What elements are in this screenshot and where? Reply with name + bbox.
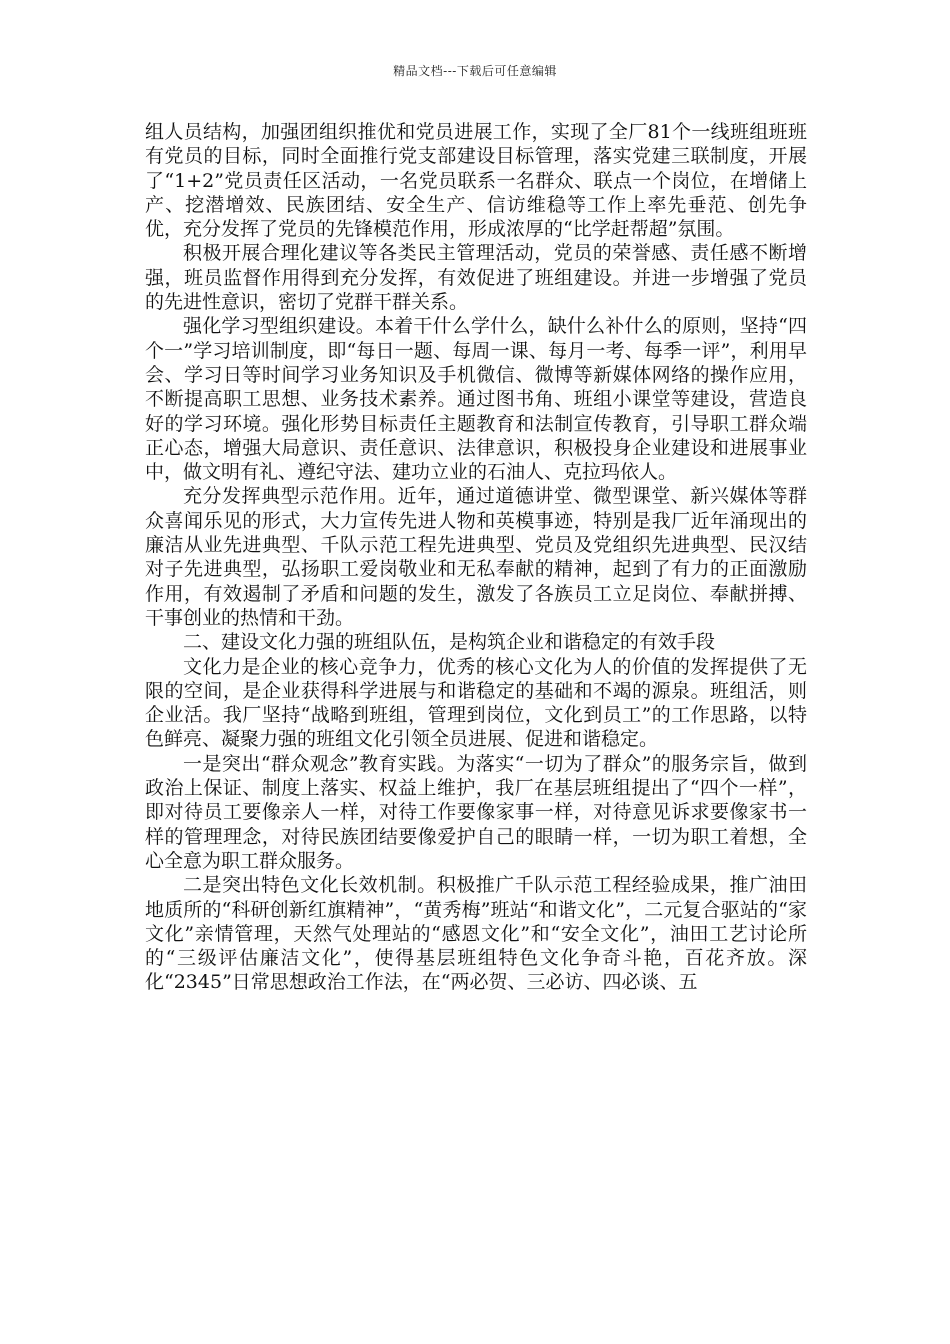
paragraph-7: 二是突出特色文化长效机制。积极推广千队示范工程经验成果，推广油田地质所的“科研创新红旗精神”，“黄秀梅”班站“和谐文化”，二元复合驱站的“家文化”亲情管理，天然气处理站的“感恩文化”和“安全文化”，油田工艺讨论所的“三级评估廉洁文化”，使得基层班组特色文化争奇斗艳，百花齐放。深化“2345”日常思想政治工作法，在“两必贺、三必访、四必谈、五 <box>145 874 807 994</box>
paragraph-3: 强化学习型组织建设。本着干什么学什么，缺什么补什么的原则，坚持“四个一”学习培训制度，即“每日一题、每周一课、每月一考、每季一评”，利用早会、学习日等时间学习业务知识及手机微信、微博等新媒体网络的操作应用，不断提高职工思想、业务技术素养。通过图书角、班组小课堂等建设，营造良好的学习环境。强化形势目标责任主题教育和法制宣传教育，引导职工群众端正心态，增强大局意识、责任意识、法律意识，积极投身企业建设和进展事业中，做文明有礼、遵纪守法、建功立业的石油人、克拉玛依人。 <box>145 315 807 484</box>
paragraph-4: 充分发挥典型示范作用。近年，通过道德讲堂、微型课堂、新兴媒体等群众喜闻乐见的形式，大力宣传先进人物和英模事迹，特别是我厂近年涌现出的廉洁从业先进典型、千队示范工程先进典型、党员及党组织先进典型、民汉结对子先进典型，弘扬职工爱岗敬业和无私奉献的精神，起到了有力的正面激励作用，有效遏制了矛盾和问题的发生，激发了各族员工立足岗位、奉献拼搏、干事创业的热情和干劲。 <box>145 485 807 629</box>
document-body <box>145 120 807 995</box>
paragraph-2: 积极开展合理化建议等各类民主管理活动，党员的荣誉感、责任感不断增强，班员监督作用得到充分发挥，有效促进了班组建设。并进一步增强了党员的先进性意识，密切了党群干群关系。 <box>145 242 807 314</box>
page-header: 精品文档---下载后可任意编辑 <box>393 64 557 78</box>
paragraph-5: 文化力是企业的核心竞争力，优秀的核心文化为人的价值的发挥提供了无限的空间，是企业获得科学进展与和谐稳定的基础和不竭的源泉。班组活，则企业活。我厂坚持“战略到班组，管理到岗位，文化到员工”的工作思路，以特色鲜亮、凝聚力强的班组文化引领全员进展、促进和谐稳定。 <box>145 655 807 751</box>
paragraph-1: 组人员结构，加强团组织推优和党员进展工作，实现了全厂81个一线班组班班有党员的目标，同时全面推行党支部建设目标管理，落实党建三联制度，开展了“1+2”党员责任区活动，一名党员联系一名群众、联点一个岗位，在增储上产、挖潜增效、民族团结、安全生产、信访维稳等工作上率先垂范、创先争优，充分发挥了党员的先锋模范作用，形成浓厚的“比学赶帮超”氛围。 <box>145 121 807 241</box>
section-heading-2: 二、建设文化力强的班组队伍，是构筑企业和谐稳定的有效手段 <box>183 631 716 654</box>
paragraph-6: 一是突出“群众观念”教育实践。为落实“一切为了群众”的服务宗旨，做到政治上保证、制度上落实、权益上维护，我厂在基层班组提出了“四个一样”，即对待员工要像亲人一样，对待工作要像家事一样，对待意见诉求要像家书一样的管理理念，对待民族团结要像爱护自己的眼睛一样，一切为职工着想，全心全意为职工群众服务。 <box>145 752 807 872</box>
